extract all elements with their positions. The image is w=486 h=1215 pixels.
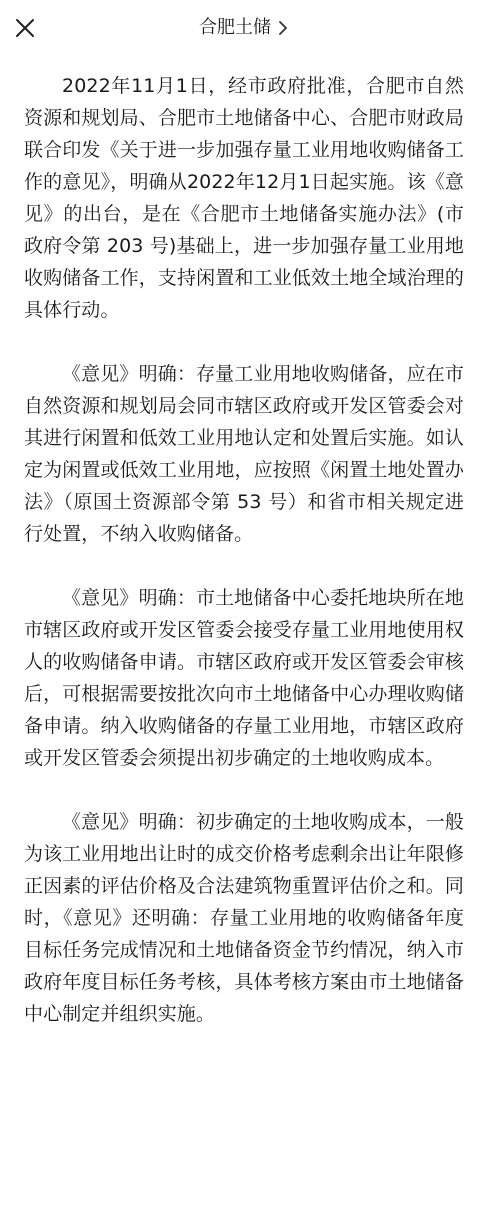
paragraph-spacer	[24, 774, 464, 806]
account-name: 合肥土储	[199, 17, 271, 38]
article-paragraph-1: 2022年11月1日，经市政府批准，合肥市自然资源和规划局、合肥市土地储备中心、合肥市财政局联合印发《关于进一步加强存量工业用地收购储备工作的意见》，明确从2022年12月1日起实施。该《意见》的出台，是在《合肥市土地储备实施办法》(市政府令第 203 号)基础上，进一步加强存量工业用地收购储备工作，支持闲置和工业低效土地全域治理的具体行动。	[24, 75, 464, 321]
top-navigation-bar	[0, 0, 486, 56]
article-paragraph-2: 《意见》明确：存量工业用地收购储备，应在市自然资源和规划局会同市辖区政府或开发区管委会对其进行闲置和低效工业用地认定和处置后实施。如认定为闲置或低效工业用地，应按照《闲置土地处置办法》（原国土资源部令第 53 号）和省市相关规定进行处置，不纳入收购储备。	[24, 363, 464, 545]
article-body	[24, 70, 464, 1030]
chevron-right-icon	[279, 21, 287, 35]
account-name-link[interactable]	[199, 15, 287, 41]
article-paragraph-3: 《意见》明确：市土地储备中心委托地块所在地市辖区政府或开发区管委会接受存量工业用地使用权人的收购储备申请。市辖区政府或开发区管委会审核后，可根据需要按批次向市土地储备中心办理收购储备申请。纳入收购储备的存量工业用地，市辖区政府或开发区管委会须提出初步确定的土地收购成本。	[24, 587, 464, 769]
paragraph-spacer	[24, 326, 464, 358]
account-title-area	[0, 15, 486, 41]
paragraph-spacer	[24, 550, 464, 582]
article-paragraph-4: 《意见》明确：初步确定的土地收购成本，一般为该工业用地出让时的成交价格考虑剩余出让年限修正因素的评估价格及合法建筑物重置评估价之和。同时，《意见》还明确：存量工业用地的收购储备年度目标任务完成情况和土地储备资金节约情况，纳入市政府年度目标任务考核，具体考核方案由市土地储备中心制定并组织实施。	[24, 811, 464, 1025]
